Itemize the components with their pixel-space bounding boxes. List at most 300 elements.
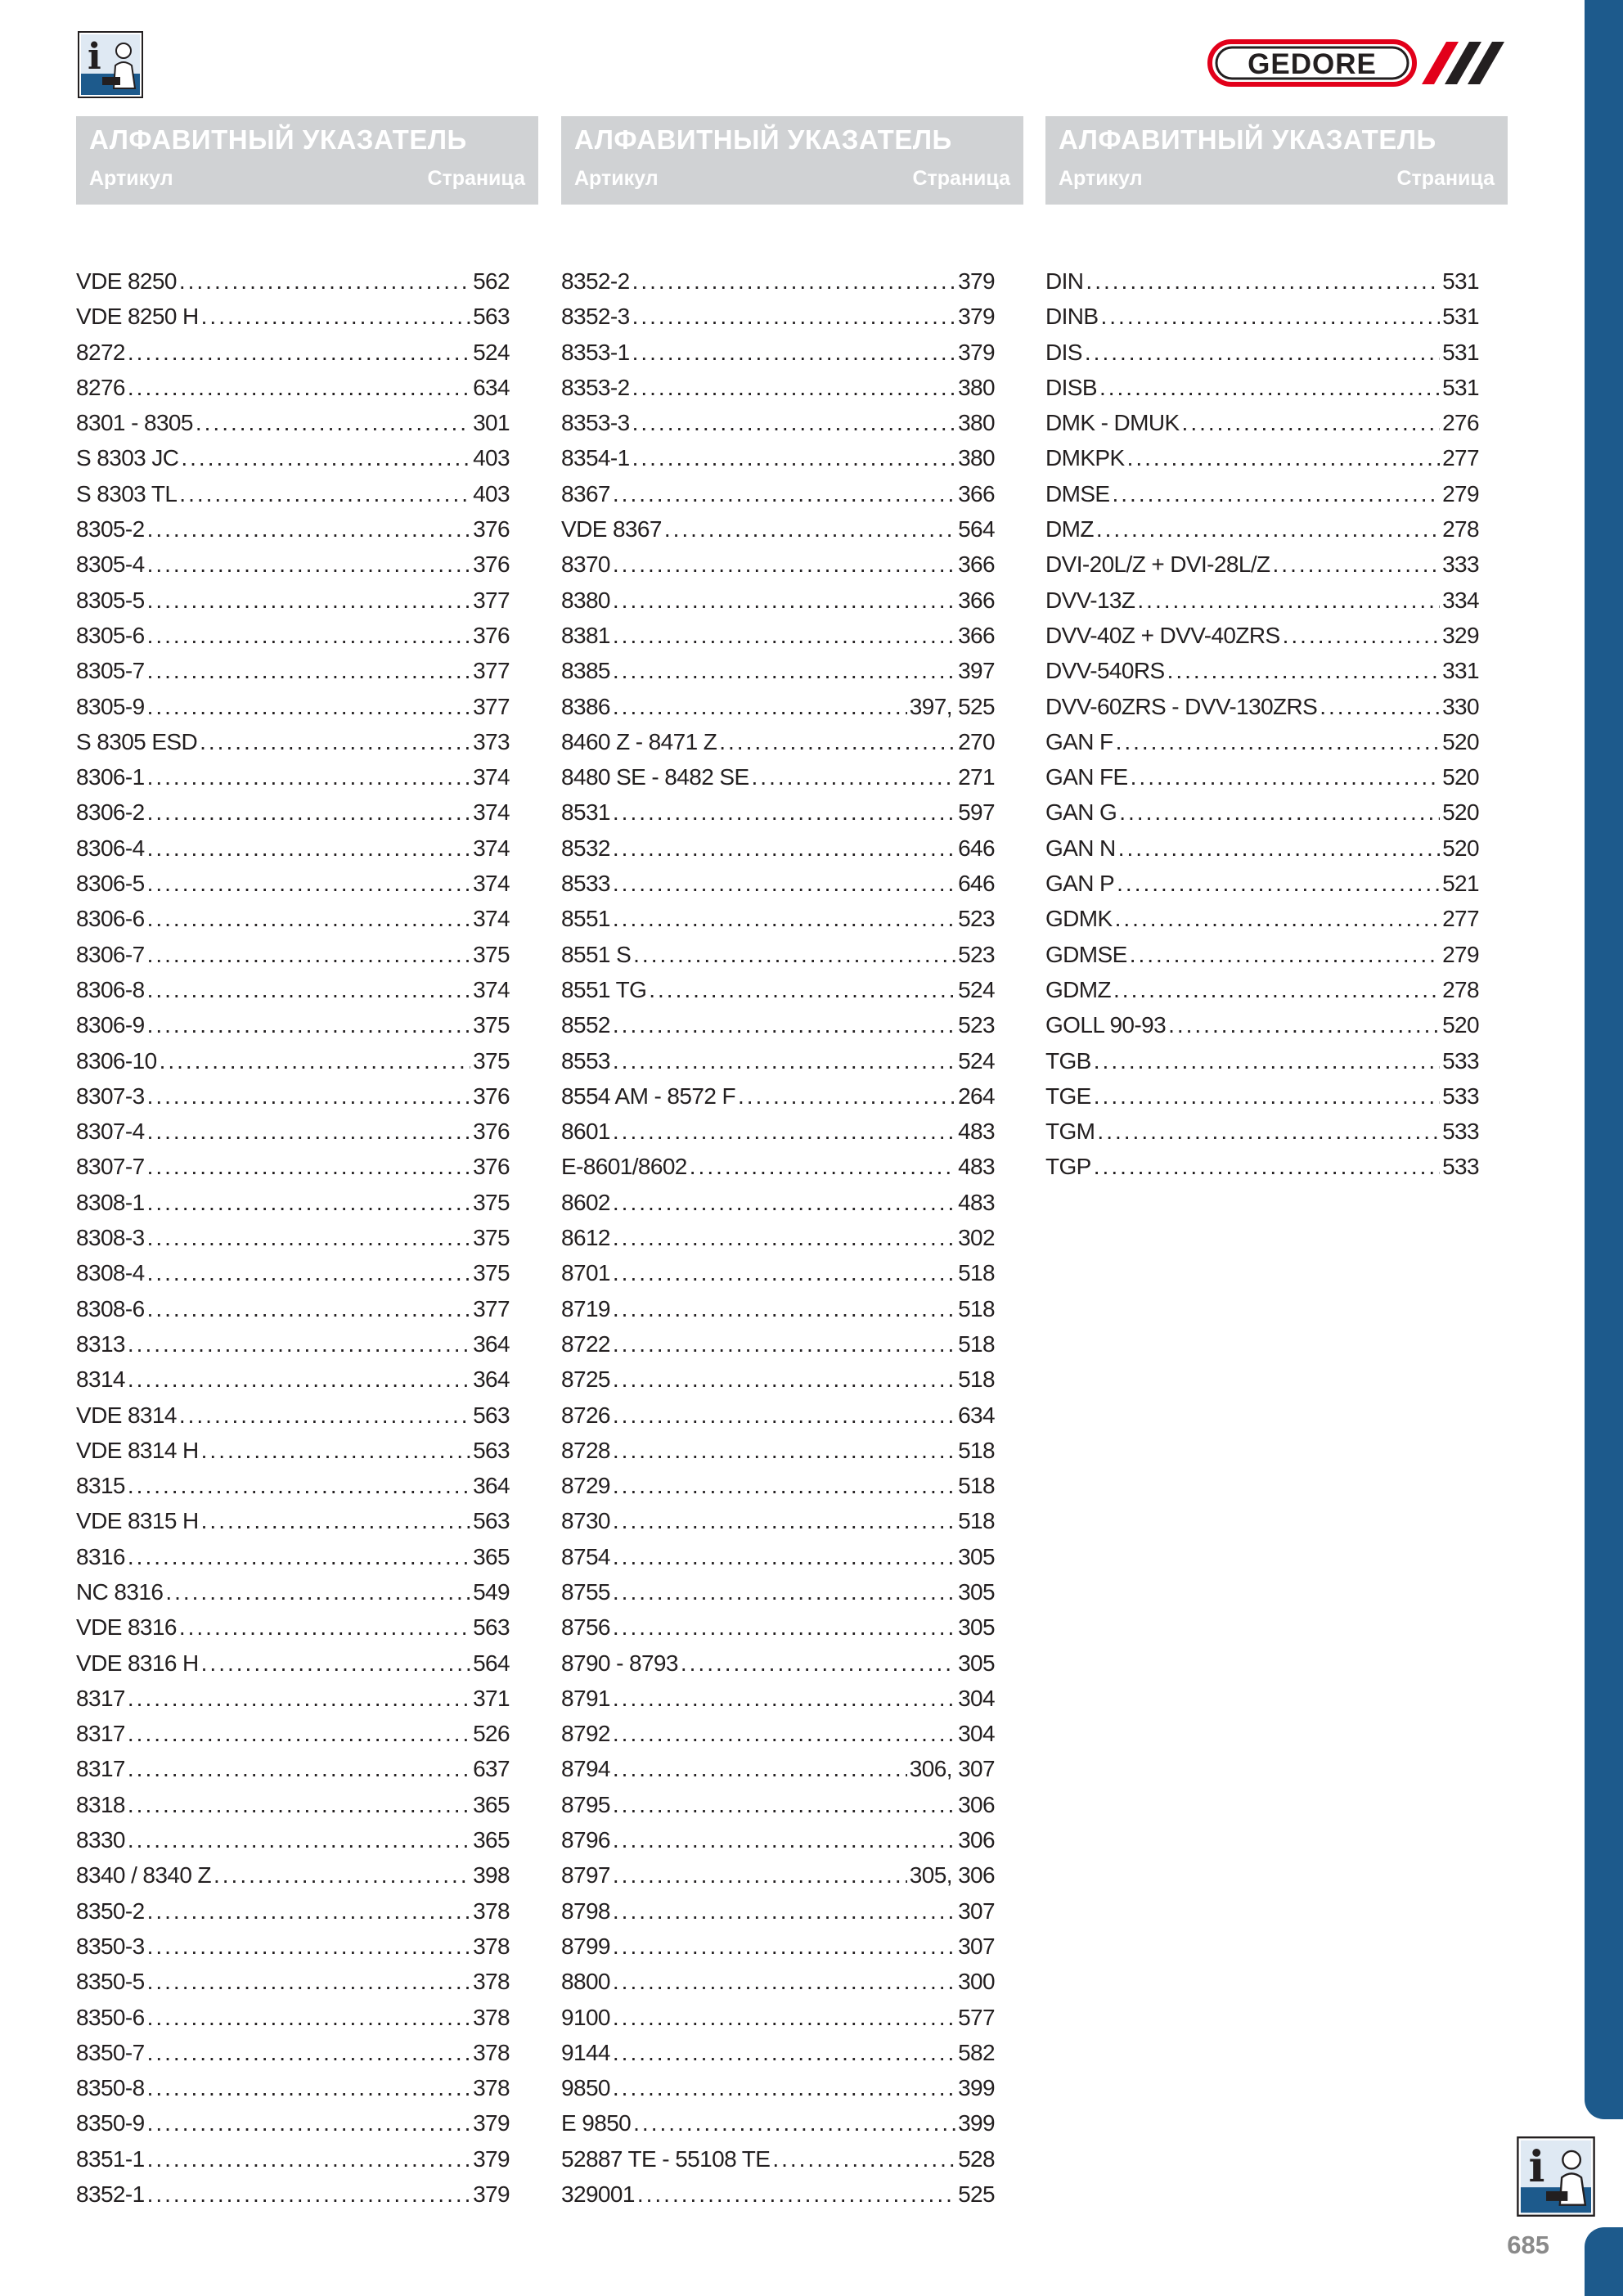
article-number: DVV-13Z — [1045, 587, 1135, 613]
dot-leader — [613, 1119, 955, 1145]
article-number: 329001 — [561, 2181, 635, 2208]
article-number: S 8303 TL — [76, 480, 178, 506]
dot-leader — [179, 1402, 470, 1429]
index-entry — [561, 1260, 995, 1295]
dot-leader — [179, 1614, 470, 1641]
index-entry — [76, 375, 510, 410]
index-entry — [561, 764, 995, 799]
dot-leader — [147, 2005, 470, 2031]
article-number: 9100 — [561, 2004, 610, 2030]
article-number: 8305-7 — [76, 658, 145, 684]
page-reference: 377 — [473, 693, 510, 719]
dot-leader — [147, 1083, 470, 1110]
dot-leader — [147, 1296, 470, 1322]
index-entry — [76, 729, 510, 764]
dot-leader — [637, 2181, 955, 2208]
dot-leader — [613, 588, 955, 614]
index-column-2 — [561, 268, 995, 2217]
article-number: 8350-2 — [76, 1898, 145, 1924]
dot-leader — [1118, 835, 1440, 862]
article-number: VDE 8250 — [76, 268, 177, 294]
dot-leader — [147, 623, 470, 649]
page-reference: 563 — [473, 1437, 510, 1463]
page-reference: 564 — [958, 516, 995, 542]
page-reference: 562 — [473, 268, 510, 294]
index-entry — [561, 1650, 995, 1686]
dot-leader — [128, 1473, 470, 1499]
page-reference: 563 — [473, 1614, 510, 1641]
page-reference: 377 — [473, 658, 510, 684]
dot-leader — [1273, 551, 1441, 578]
page-reference: 373 — [473, 728, 510, 754]
page-reference: 270 — [958, 728, 995, 754]
page-reference: 577 — [958, 2004, 995, 2030]
index-entry — [561, 1438, 995, 1473]
dot-leader — [147, 1260, 470, 1286]
page-reference: 549 — [473, 1578, 510, 1605]
article-number: E 9850 — [561, 2110, 632, 2136]
index-entry — [76, 1721, 510, 1756]
index-entry — [76, 1154, 510, 1189]
article-number: 8306-7 — [76, 941, 145, 967]
article-number: 8381 — [561, 622, 610, 648]
index-entry — [561, 1862, 995, 1898]
dot-leader — [147, 658, 470, 684]
index-entry — [76, 658, 510, 693]
article-number: 8796 — [561, 1827, 610, 1853]
dot-leader — [613, 1792, 955, 1818]
page-reference: 531 — [1442, 374, 1479, 400]
article-number: VDE 8314 H — [76, 1437, 199, 1463]
page-reference: 364 — [473, 1330, 510, 1357]
index-entry — [1045, 481, 1479, 516]
dot-leader — [1119, 799, 1440, 826]
index-entry — [561, 1614, 995, 1650]
page-reference: 378 — [473, 2004, 510, 2030]
index-entry — [561, 410, 995, 445]
header-article-label: Артикул — [89, 167, 173, 190]
page-reference: 523 — [958, 1012, 995, 1038]
index-entry — [561, 1012, 995, 1047]
article-number: 8352-3 — [561, 304, 630, 330]
dot-leader — [147, 2181, 470, 2208]
dot-leader — [690, 1154, 955, 1180]
page-reference: 523 — [958, 941, 995, 967]
index-entry — [561, 1721, 995, 1756]
page-reference: 375 — [473, 1012, 510, 1038]
dot-leader — [147, 764, 470, 790]
page-reference: 279 — [1442, 480, 1479, 506]
page-reference: 378 — [473, 1969, 510, 1995]
dot-leader — [738, 1083, 955, 1110]
dot-leader — [613, 2040, 955, 2066]
header-page-label: Страница — [1396, 167, 1495, 190]
index-entry — [76, 481, 510, 516]
index-entry — [1045, 551, 1479, 587]
page-reference: 403 — [473, 445, 510, 471]
article-number: 8728 — [561, 1437, 610, 1463]
index-entry — [1045, 729, 1479, 764]
index-entry — [1045, 623, 1479, 658]
article-number: GAN F — [1045, 728, 1113, 754]
dot-leader — [201, 1508, 470, 1534]
dot-leader — [147, 871, 470, 897]
page-reference: 374 — [473, 906, 510, 932]
article-number: 8480 SE - 8482 SE — [561, 764, 749, 790]
dot-leader — [613, 694, 907, 720]
dot-leader — [633, 942, 955, 968]
page-reference: 365 — [473, 1543, 510, 1569]
index-entry — [561, 551, 995, 587]
article-number: DVV-540RS — [1045, 658, 1165, 684]
page-reference: 518 — [958, 1366, 995, 1393]
page-reference: 520 — [1442, 728, 1479, 754]
article-number: 8350-3 — [76, 1933, 145, 1959]
index-entry — [1045, 1154, 1479, 1189]
article-number: 8305-4 — [76, 551, 145, 578]
dot-leader — [1116, 729, 1441, 755]
article-number: 8306-2 — [76, 799, 145, 826]
article-number: DVV-40Z + DVV-40ZRS — [1045, 622, 1280, 648]
page-reference: 302 — [958, 1225, 995, 1251]
index-entry — [561, 481, 995, 516]
index-entry — [561, 2005, 995, 2040]
page-reference: 307 — [958, 1898, 995, 1924]
page-reference: 380 — [958, 445, 995, 471]
dot-leader — [128, 1792, 470, 1818]
dot-leader — [147, 977, 470, 1003]
dot-leader — [613, 1898, 955, 1925]
article-number: 8795 — [561, 1791, 610, 1817]
dot-leader — [128, 1331, 470, 1357]
index-entry — [76, 1508, 510, 1543]
article-number: 8798 — [561, 1898, 610, 1924]
dot-leader — [147, 1898, 470, 1925]
dot-leader — [613, 1862, 907, 1889]
dot-leader — [201, 304, 470, 330]
page-reference: 524 — [958, 976, 995, 1002]
dot-leader — [719, 729, 955, 755]
page-reference: 278 — [1442, 516, 1479, 542]
index-entry — [561, 799, 995, 835]
index-entry — [76, 2146, 510, 2181]
dot-leader — [613, 1686, 955, 1712]
page-reference: 365 — [473, 1791, 510, 1817]
dot-leader — [1096, 516, 1440, 542]
dot-leader — [613, 658, 955, 684]
article-number: 8317 — [76, 1685, 125, 1711]
page-reference: 525 — [958, 2181, 995, 2208]
dot-leader — [179, 268, 470, 295]
index-entry — [1045, 1083, 1479, 1119]
dot-leader — [1168, 1012, 1440, 1038]
index-entry — [76, 694, 510, 729]
dot-leader — [147, 1119, 470, 1145]
page-reference: 378 — [473, 2039, 510, 2065]
page-reference: 379 — [958, 268, 995, 294]
article-number: 8729 — [561, 1473, 610, 1499]
article-number: 8601 — [561, 1119, 610, 1145]
page-reference: 518 — [958, 1260, 995, 1286]
dot-leader — [200, 729, 470, 755]
dot-leader — [613, 1473, 955, 1499]
index-entry — [76, 1862, 510, 1898]
page-reference: 379 — [958, 339, 995, 365]
index-entry — [1045, 588, 1479, 623]
page-reference: 521 — [1442, 871, 1479, 897]
index-entry — [561, 516, 995, 551]
article-number: 8315 — [76, 1473, 125, 1499]
dot-leader — [1130, 942, 1440, 968]
article-number: DINB — [1045, 304, 1099, 330]
dot-leader — [1113, 977, 1440, 1003]
header-page-label: Страница — [427, 167, 525, 190]
page-reference: 483 — [958, 1119, 995, 1145]
index-entry — [561, 2146, 995, 2181]
index-entry — [76, 1048, 510, 1083]
header-article-label: Артикул — [574, 167, 659, 190]
page-reference: 305 — [958, 1650, 995, 1676]
dot-leader — [632, 375, 955, 401]
article-number: 8330 — [76, 1827, 125, 1853]
dot-leader — [632, 445, 955, 471]
article-number: 8306-1 — [76, 764, 145, 790]
dot-leader — [1097, 1119, 1440, 1145]
article-number: TGM — [1045, 1119, 1095, 1145]
dot-leader — [613, 1225, 955, 1251]
article-number: 8794 — [561, 1756, 610, 1782]
index-entry — [561, 588, 995, 623]
side-color-band — [1585, 0, 1623, 2119]
index-entry — [561, 977, 995, 1012]
index-entry — [1045, 410, 1479, 445]
dot-leader — [613, 1614, 955, 1641]
dot-leader — [632, 268, 955, 295]
article-number: GDMSE — [1045, 941, 1127, 967]
page-reference: 376 — [473, 516, 510, 542]
index-entry — [76, 2181, 510, 2217]
article-number: GAN G — [1045, 799, 1117, 826]
index-entry — [561, 2110, 995, 2145]
article-number: E-8601/8602 — [561, 1154, 687, 1180]
index-entry — [561, 1473, 995, 1508]
index-entry — [1045, 340, 1479, 375]
dot-leader — [160, 1048, 471, 1074]
header-article-label: Артикул — [1059, 167, 1143, 190]
dot-leader — [613, 1934, 955, 1960]
article-number: 8306-10 — [76, 1047, 157, 1074]
article-number: 8306-5 — [76, 871, 145, 897]
article-number: VDE 8367 — [561, 516, 662, 542]
article-number: 8306-4 — [76, 835, 145, 861]
page-reference: 533 — [1442, 1047, 1479, 1074]
index-entry — [561, 1544, 995, 1579]
article-number: 8754 — [561, 1543, 610, 1569]
dot-leader — [128, 1827, 470, 1853]
index-entry — [76, 835, 510, 871]
page-reference: 379 — [473, 2145, 510, 2172]
dot-leader — [1167, 658, 1441, 684]
dot-leader — [1131, 764, 1440, 790]
article-number: GAN P — [1045, 871, 1115, 897]
page-reference: 375 — [473, 1189, 510, 1215]
article-number: 8722 — [561, 1330, 610, 1357]
page-reference: 398 — [473, 1862, 510, 1889]
page-reference: 379 — [473, 2181, 510, 2208]
dot-leader — [1094, 1083, 1440, 1110]
article-number: 8726 — [561, 1402, 610, 1428]
index-entry — [76, 1969, 510, 2004]
article-number: 8353-1 — [561, 339, 630, 365]
page-reference: 376 — [473, 551, 510, 578]
index-entry — [76, 1756, 510, 1791]
index-entry — [561, 445, 995, 480]
dot-leader — [613, 871, 955, 897]
index-entry — [76, 2040, 510, 2075]
page-reference: 634 — [473, 374, 510, 400]
index-entry — [76, 1934, 510, 1969]
dot-leader — [1283, 623, 1440, 649]
article-number: 8551 TG — [561, 976, 647, 1002]
dot-leader — [613, 1827, 955, 1853]
article-number: DMZ — [1045, 516, 1094, 542]
page-reference: 563 — [473, 1402, 510, 1428]
index-entry — [1045, 942, 1479, 977]
index-entry — [76, 1579, 510, 1614]
page-reference: 533 — [1442, 1154, 1479, 1180]
dot-leader — [772, 2146, 955, 2172]
dot-leader — [147, 694, 470, 720]
index-entry — [1045, 1012, 1479, 1047]
dot-leader — [613, 906, 955, 932]
article-number: 8701 — [561, 1260, 610, 1286]
dot-leader — [128, 375, 470, 401]
dot-leader — [147, 1190, 470, 1216]
page-reference: 378 — [473, 2075, 510, 2101]
index-header-3 — [1045, 116, 1508, 205]
header-title: АЛФАВИТНЫЙ УКАЗАТЕЛЬ — [89, 124, 467, 155]
dot-leader — [1115, 906, 1440, 932]
page-reference: 524 — [473, 339, 510, 365]
dot-leader — [613, 2075, 955, 2101]
article-number: VDE 8316 H — [76, 1650, 199, 1676]
page-reference: 277 — [1442, 445, 1479, 471]
index-entry — [76, 1402, 510, 1438]
svg-text:i: i — [88, 36, 101, 78]
page-reference: 378 — [473, 1933, 510, 1959]
page-reference: 526 — [473, 1721, 510, 1747]
page-reference: 563 — [473, 1508, 510, 1534]
article-number: 8790 - 8793 — [561, 1650, 678, 1676]
page-reference: 366 — [958, 480, 995, 506]
index-entry — [1045, 1119, 1479, 1154]
article-number: 8792 — [561, 1721, 610, 1747]
article-number: DVI-20L/Z + DVI-28L/Z — [1045, 551, 1270, 578]
index-entry — [561, 694, 995, 729]
article-number: TGP — [1045, 1154, 1091, 1180]
page-reference: 365 — [473, 1827, 510, 1853]
dot-leader — [1182, 410, 1441, 436]
article-number: 8317 — [76, 1756, 125, 1782]
index-entry — [561, 1579, 995, 1614]
index-entry — [76, 410, 510, 445]
article-number: 8533 — [561, 871, 610, 897]
index-entry — [1045, 304, 1479, 339]
article-number: 52887 TE - 55108 TE — [561, 2145, 771, 2172]
article-number: 9850 — [561, 2075, 610, 2101]
page-reference: 563 — [473, 304, 510, 330]
article-number: 8351-1 — [76, 2145, 145, 2172]
page-reference: 518 — [958, 1508, 995, 1534]
dot-leader — [613, 1296, 955, 1322]
dot-leader — [1086, 268, 1440, 295]
article-number: 8551 S — [561, 941, 632, 967]
page-reference: 403 — [473, 480, 510, 506]
dot-leader — [613, 1048, 955, 1074]
article-number: DIN — [1045, 268, 1084, 294]
article-number: VDE 8250 H — [76, 304, 199, 330]
dot-leader — [179, 481, 470, 507]
index-entry — [76, 1614, 510, 1650]
index-entry — [1045, 764, 1479, 799]
article-number: 8316 — [76, 1543, 125, 1569]
dot-leader — [613, 2005, 955, 2031]
page-reference: 518 — [958, 1473, 995, 1499]
article-number: 8352-1 — [76, 2181, 145, 2208]
dot-leader — [1099, 375, 1440, 401]
index-entry — [76, 1260, 510, 1295]
dot-leader — [147, 906, 470, 932]
dot-leader — [147, 1225, 470, 1251]
index-entry — [1045, 799, 1479, 835]
page-reference: 374 — [473, 871, 510, 897]
article-number: GAN FE — [1045, 764, 1128, 790]
dot-leader — [128, 340, 470, 366]
dot-leader — [147, 551, 470, 578]
page-reference: 378 — [473, 1898, 510, 1924]
article-number: 9144 — [561, 2039, 610, 2065]
index-entry — [1045, 445, 1479, 480]
dot-leader — [128, 1721, 470, 1747]
article-number: 8554 AM - 8572 F — [561, 1083, 735, 1109]
page-reference: 306 — [958, 1791, 995, 1817]
index-header-2 — [561, 116, 1023, 205]
index-entry — [76, 942, 510, 977]
article-number: 8350-8 — [76, 2075, 145, 2101]
index-entry — [76, 1650, 510, 1686]
dot-leader — [147, 799, 470, 826]
header-title: АЛФАВИТНЫЙ УКАЗАТЕЛЬ — [1059, 124, 1436, 155]
dot-leader — [1094, 1154, 1440, 1180]
dot-leader — [147, 2110, 470, 2136]
article-number: 8306-8 — [76, 976, 145, 1002]
page-reference: 376 — [473, 1119, 510, 1145]
article-number: 8551 — [561, 906, 610, 932]
article-number: 8308-3 — [76, 1225, 145, 1251]
dot-leader — [632, 340, 955, 366]
index-entry — [561, 1756, 995, 1791]
article-number: 8314 — [76, 1366, 125, 1393]
article-number: DIS — [1045, 339, 1082, 365]
article-number: 8791 — [561, 1685, 610, 1711]
dot-leader — [613, 481, 955, 507]
page-reference: 377 — [473, 1295, 510, 1321]
index-entry — [1045, 871, 1479, 906]
article-number: S 8305 ESD — [76, 728, 198, 754]
page-reference: 331 — [1442, 658, 1479, 684]
page-reference: 518 — [958, 1437, 995, 1463]
index-entry — [561, 1083, 995, 1119]
